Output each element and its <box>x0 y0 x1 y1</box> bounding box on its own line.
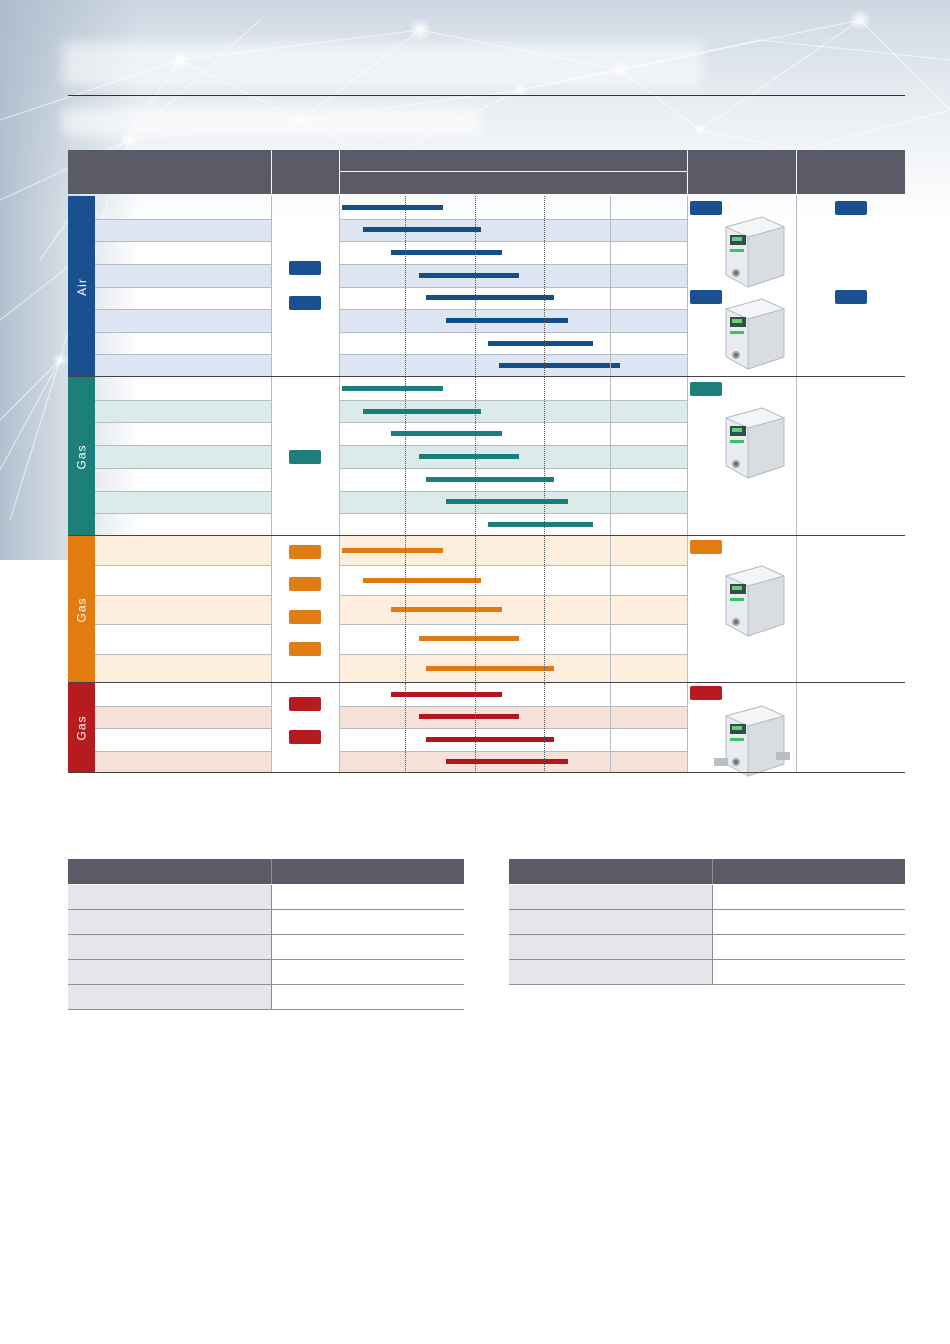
series-badge <box>289 642 321 656</box>
scale-gridline <box>544 536 545 683</box>
row-divider <box>339 513 687 514</box>
row-divider <box>95 241 271 242</box>
group-divider <box>68 376 905 377</box>
category-band <box>68 536 95 683</box>
scale-gridline <box>475 536 476 683</box>
column-divider <box>271 885 272 1010</box>
scale-gridline-solid <box>610 536 611 683</box>
series-badge <box>289 545 321 559</box>
row-divider <box>339 654 687 655</box>
flow-range-bar <box>446 318 568 323</box>
flow-range-bar <box>342 548 443 553</box>
table-header-item <box>68 150 271 194</box>
table-header-image <box>688 150 796 194</box>
column-divider <box>271 683 272 773</box>
row-divider <box>339 354 687 355</box>
scale-gridline-solid <box>610 377 611 536</box>
flow-range-bar <box>426 295 555 300</box>
row-divider <box>95 706 271 707</box>
table-row-label-cell <box>68 885 271 909</box>
category-band <box>68 377 95 536</box>
row-divider <box>339 706 687 707</box>
row-divider <box>95 332 271 333</box>
flow-range-bar <box>391 607 502 612</box>
table-row-label-cell <box>509 935 712 959</box>
group-divider <box>68 772 905 773</box>
table-header <box>509 859 905 884</box>
row-shade-label <box>95 536 271 565</box>
row-divider <box>339 241 687 242</box>
row-divider <box>95 751 271 752</box>
row-divider <box>339 624 687 625</box>
table-row-label-cell <box>68 985 271 1009</box>
table-header-series <box>272 150 339 194</box>
scale-gridline <box>405 536 406 683</box>
row-divider <box>95 287 271 288</box>
row-divider <box>95 219 271 220</box>
scale-gridline <box>544 683 545 773</box>
flow-range-bar <box>419 454 520 459</box>
title-placeholder <box>62 42 702 86</box>
scale-gridline <box>544 377 545 536</box>
column-divider <box>796 536 797 683</box>
row-divider <box>95 654 271 655</box>
title-divider <box>68 95 905 96</box>
image-badge <box>690 540 722 554</box>
flow-range-bar <box>446 499 568 504</box>
flow-range-bar <box>363 578 481 583</box>
flow-range-bar <box>391 692 502 697</box>
row-divider <box>95 309 271 310</box>
row-divider <box>339 264 687 265</box>
column-divider <box>687 377 688 536</box>
flow-sensor-product-image <box>712 295 792 375</box>
group-divider <box>68 682 905 683</box>
row-divider <box>339 287 687 288</box>
row-divider <box>339 445 687 446</box>
flow-range-bar <box>426 666 555 671</box>
column-divider <box>271 536 272 683</box>
header-divider-line <box>712 859 713 884</box>
series-badge <box>289 450 321 464</box>
flow-sensor-product-image <box>712 213 792 293</box>
row-divider <box>95 400 271 401</box>
column-divider <box>339 536 340 683</box>
category-label: Gas <box>74 715 89 741</box>
category-band <box>68 683 95 773</box>
row-shade-label <box>95 706 271 729</box>
header-divider-line <box>271 859 272 884</box>
series-badge <box>289 730 321 744</box>
row-divider <box>95 624 271 625</box>
column-divider <box>339 683 340 773</box>
row-shade-label <box>95 491 271 514</box>
scale-gridline <box>475 377 476 536</box>
table-header-range-sub <box>340 172 687 194</box>
row-divider <box>95 468 271 469</box>
column-divider <box>271 196 272 377</box>
row-divider <box>339 422 687 423</box>
image-badge <box>690 686 722 700</box>
flow-range-bar <box>419 636 520 641</box>
scale-gridline <box>405 196 406 377</box>
flow-sensor-product-image <box>712 404 792 484</box>
flow-range-bar <box>363 409 481 414</box>
column-divider <box>339 377 340 536</box>
row-divider <box>339 491 687 492</box>
row-divider <box>339 468 687 469</box>
series-badge <box>289 261 321 275</box>
row-shade-label <box>95 264 271 287</box>
column-divider <box>687 196 688 377</box>
row-divider <box>95 728 271 729</box>
row-divider <box>339 595 687 596</box>
category-band <box>68 196 95 377</box>
row-shade-label <box>95 309 271 332</box>
column-divider <box>271 377 272 536</box>
row-divider <box>339 309 687 310</box>
row-divider <box>339 400 687 401</box>
series-badge <box>289 577 321 591</box>
table-row-label-cell <box>68 960 271 984</box>
flow-range-bar <box>488 522 592 527</box>
category-label: Gas <box>74 596 89 623</box>
spec-table-right <box>509 859 905 986</box>
row-shade-label <box>95 595 271 624</box>
row-shade-label <box>95 219 271 242</box>
category-label: Gas <box>74 443 89 470</box>
scale-gridline <box>475 683 476 773</box>
row-divider <box>95 354 271 355</box>
subtitle-placeholder <box>62 108 482 136</box>
table-row-label-cell <box>509 910 712 934</box>
row-divider <box>95 565 271 566</box>
flow-sensor-product-image <box>712 562 792 642</box>
table-row-label-cell <box>68 935 271 959</box>
flow-range-bar <box>419 714 520 719</box>
row-divider <box>95 513 271 514</box>
flow-range-bar <box>342 386 443 391</box>
flow-range-bar <box>391 250 502 255</box>
row-divider <box>339 219 687 220</box>
scale-gridline <box>475 196 476 377</box>
series-badge <box>289 610 321 624</box>
table-row-divider <box>68 1009 464 1010</box>
row-divider <box>95 264 271 265</box>
table-header-range <box>340 150 687 171</box>
row-shade-label <box>95 751 271 774</box>
flow-range-bar <box>342 205 443 210</box>
flow-range-bar <box>419 273 520 278</box>
product-selection-table <box>68 150 905 772</box>
column-divider <box>712 885 713 985</box>
table-header-notes <box>797 150 905 194</box>
flow-range-bar <box>488 341 592 346</box>
column-divider <box>796 196 797 377</box>
row-shade-label <box>95 354 271 377</box>
scale-gridline <box>544 196 545 377</box>
series-badge <box>289 697 321 711</box>
scale-gridline <box>405 683 406 773</box>
table-row-label-cell <box>509 960 712 984</box>
table-row-label-cell <box>509 885 712 909</box>
notes-badge <box>835 290 867 304</box>
row-divider <box>339 751 687 752</box>
notes-badge <box>835 201 867 215</box>
spec-table-left <box>68 859 464 1011</box>
column-divider <box>796 377 797 536</box>
image-badge <box>690 382 722 396</box>
flow-range-bar <box>499 363 621 368</box>
column-divider <box>796 683 797 773</box>
row-shade-label <box>95 445 271 468</box>
category-label: Air <box>74 277 89 296</box>
table-row-divider <box>509 984 905 985</box>
scale-gridline-solid <box>610 196 611 377</box>
table-row-label-cell <box>68 910 271 934</box>
column-divider <box>687 536 688 683</box>
column-divider <box>339 196 340 377</box>
row-shade-label <box>95 400 271 423</box>
scale-gridline <box>405 377 406 536</box>
flow-range-bar <box>426 737 555 742</box>
row-divider <box>95 491 271 492</box>
flow-range-bar <box>426 477 555 482</box>
row-divider <box>95 595 271 596</box>
flow-sensor-product-image <box>712 702 792 782</box>
row-divider <box>95 422 271 423</box>
row-divider <box>95 445 271 446</box>
table-header <box>68 859 464 884</box>
row-divider <box>339 565 687 566</box>
column-divider <box>687 683 688 773</box>
row-shade-label <box>95 654 271 683</box>
scale-gridline-solid <box>610 683 611 773</box>
series-badge <box>289 296 321 310</box>
row-divider <box>339 332 687 333</box>
flow-range-bar <box>363 227 481 232</box>
flow-range-bar <box>446 759 568 764</box>
flow-range-bar <box>391 431 502 436</box>
row-divider <box>339 728 687 729</box>
